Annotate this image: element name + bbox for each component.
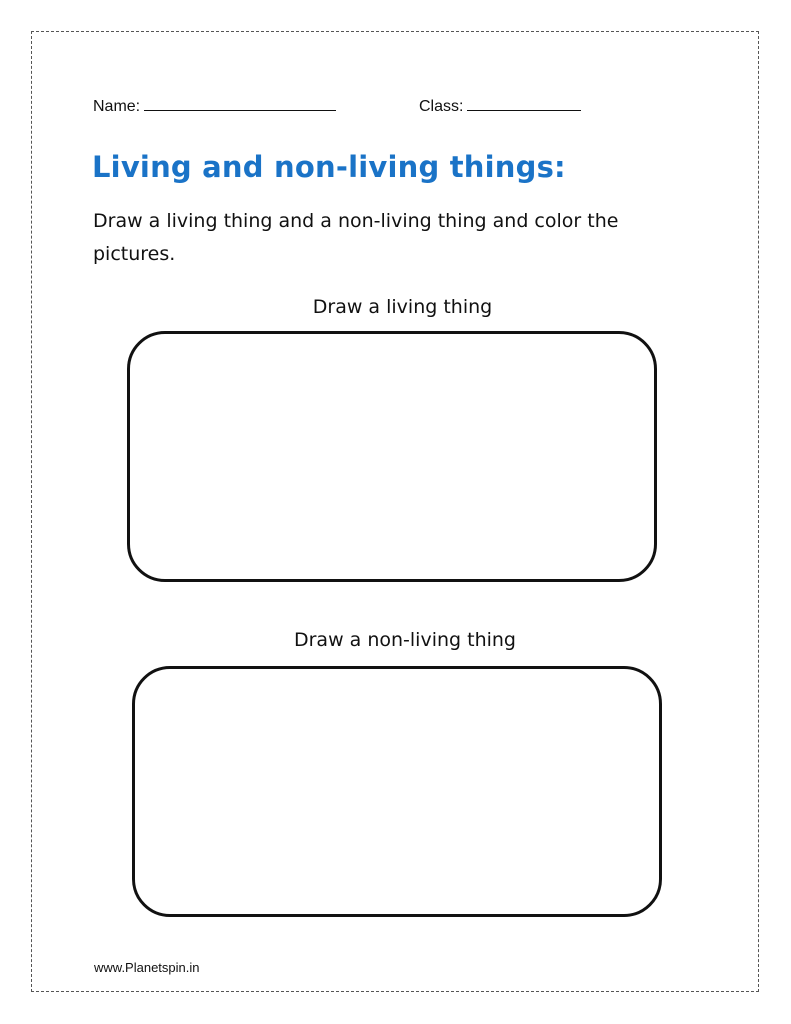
living-thing-drawing-box[interactable]	[127, 331, 657, 582]
class-blank-line[interactable]	[467, 96, 581, 111]
footer-website: www.Planetspin.in	[94, 960, 200, 975]
class-field	[419, 96, 581, 116]
name-label: Name:	[93, 98, 141, 115]
worksheet-title: Living and non-living things:	[92, 150, 566, 184]
instructions-text: Draw a living thing and a non-living thing and color the pictures.	[93, 210, 619, 265]
class-label: Class:	[419, 98, 464, 115]
name-blank-line[interactable]	[144, 96, 336, 111]
non-living-thing-drawing-box[interactable]	[132, 666, 662, 917]
non-living-thing-label: Draw a non-living thing	[293, 629, 516, 651]
living-thing-label: Draw a living thing	[312, 296, 493, 318]
name-field	[93, 96, 336, 116]
